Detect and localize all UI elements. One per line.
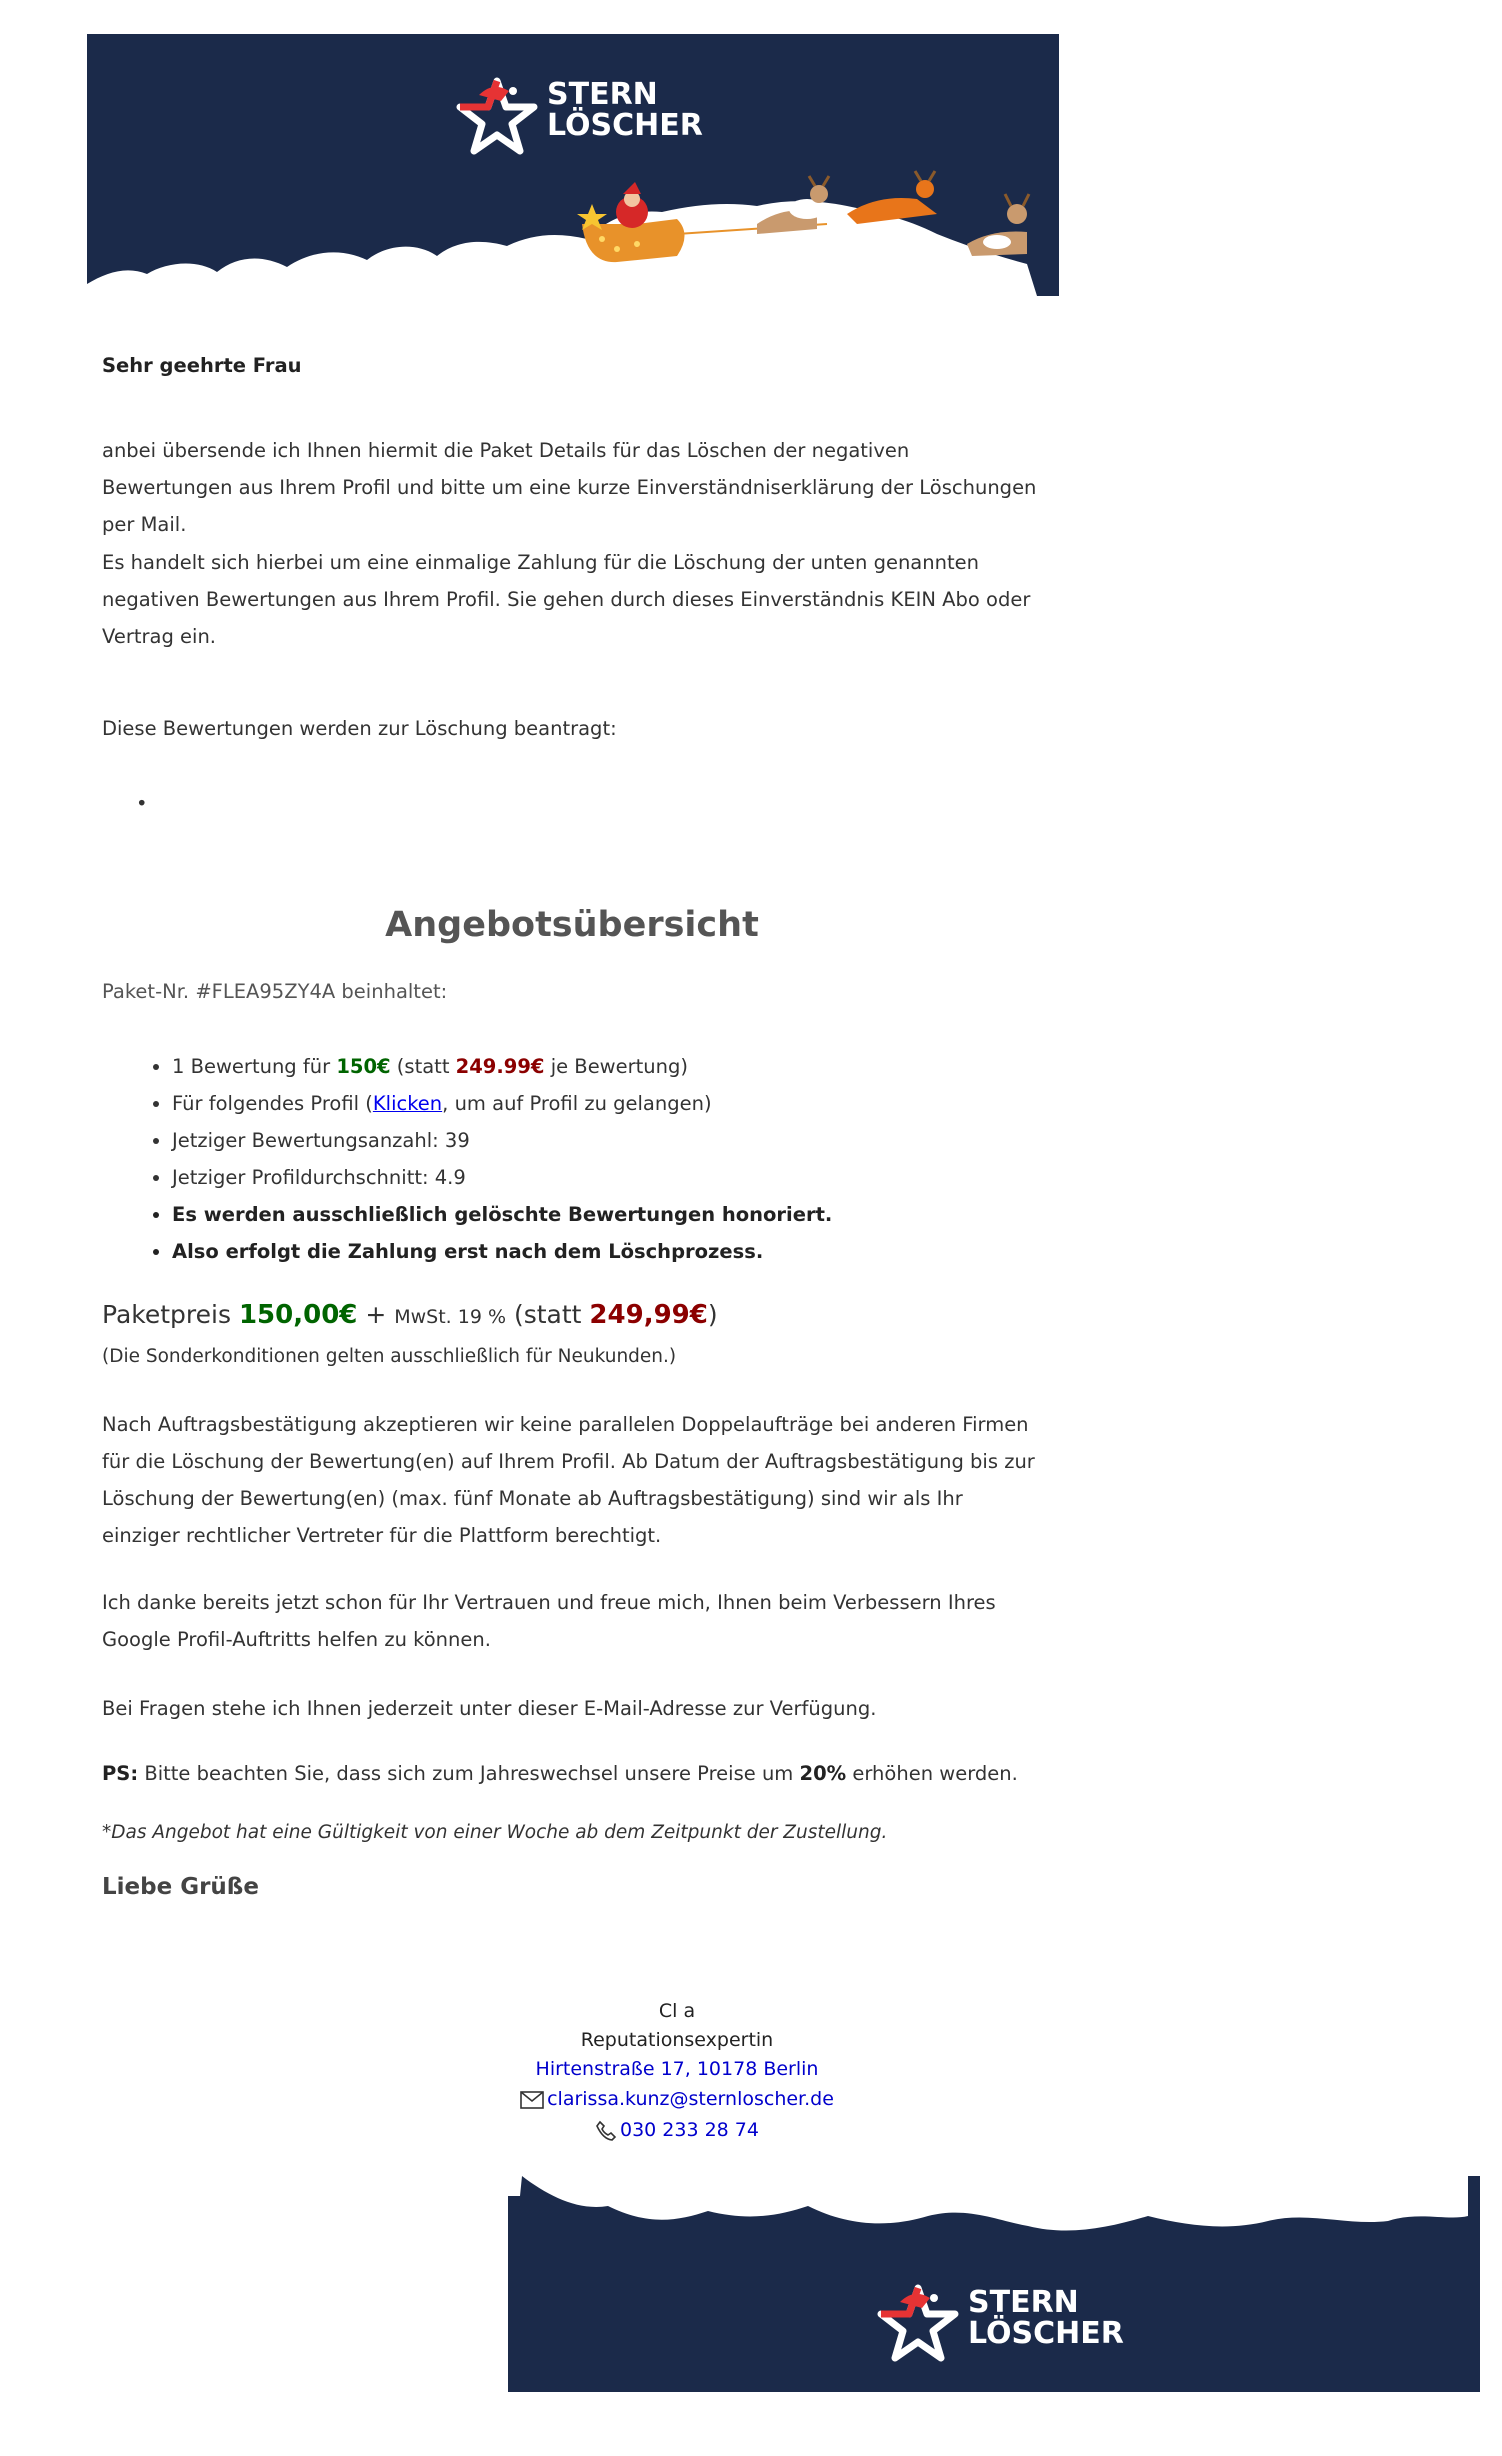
header-banner-art — [87, 34, 1059, 307]
signature-email — [482, 2088, 872, 2110]
exclusivity-paragraph: Nach Auftragsbestätigung akzeptieren wir keine parallelen Doppelaufträge bei anderen Firmen für die Löschung der Bewertung(en) auf Ihrem Profil. Ab Datum der Auftragsbestätigung bis zur Löschung der Bewertung(en) (max. fünf Monate ab Auftragsbestätigung) sind wir als Ihr einziger rechtlicher Vertreter für die Plattform berechtigt. — [102, 1413, 1035, 1547]
offer-details-list — [102, 1048, 832, 1270]
package-price: Paketpreis 150,00€ + MwSt. 19 % (statt 249,99€) — [102, 1300, 718, 1330]
intro-paragraph: anbei übersende ich Ihnen hiermit die Paket Details für das Löschen der negativen Bewertungen aus Ihrem Profil und bitte um eine kurze Einverständniserklärung der Löschungen per Mail. — [102, 439, 1037, 536]
price-note: (Die Sonderkonditionen gelten ausschließlich für Neukunden.) — [102, 1346, 677, 1367]
footer-banner-art — [508, 2166, 1480, 2392]
regards: Liebe Grüße — [102, 1874, 259, 1900]
reviews-intro: Diese Bewertungen werden zur Löschung beantragt: — [102, 717, 617, 740]
signature-phone — [482, 2119, 872, 2142]
offer-price: 150€ — [336, 1055, 391, 1078]
old-price: 249.99€ — [455, 1055, 545, 1078]
envelope-icon — [520, 2091, 544, 2109]
package-price-value: 150,00€ — [238, 1300, 358, 1330]
header-logo-line2: LÖSCHER — [547, 108, 703, 143]
thanks-paragraph: Ich danke bereits jetzt schon für Ihr Vertrauen und freue mich, Ihnen beim Verbessern Ihres Google Profil-Auftritts helfen zu können. — [102, 1591, 996, 1651]
footer-logo-line1: STERN — [968, 2285, 1079, 2320]
footer-logo-line2: LÖSCHER — [968, 2316, 1124, 2351]
signature-name: Cl a — [658, 2000, 696, 2022]
validity-note: *Das Angebot hat eine Gültigkeit von einer Woche ab dem Zeitpunkt der Zustellung. — [102, 1822, 888, 1843]
list-item: • Also erfolgt die Zahlung erst nach dem Löschprozess. — [172, 1233, 832, 1270]
questions-paragraph: Bei Fragen stehe ich Ihnen jederzeit unter dieser E-Mail-Adresse zur Verfügung. — [102, 1697, 877, 1720]
header-logo-line1: STERN — [547, 77, 658, 112]
signature-role: Reputationsexpertin — [580, 2029, 774, 2051]
list-item: • Für folgendes Profil (Klicken, um auf Profil zu gelangen) — [172, 1085, 832, 1122]
tax-label: MwSt. 19 % — [394, 1306, 507, 1328]
email-link[interactable]: clarissa.kunz@sternloscher.de — [547, 2088, 834, 2110]
package-old-price: 249,99€ — [589, 1300, 708, 1330]
signature-address[interactable]: Hirtenstraße 17, 10178 Berlin — [535, 2058, 819, 2080]
phone-icon — [595, 2120, 617, 2142]
greeting: Sehr geehrte Frau — [102, 354, 302, 377]
list-item: • Jetziger Profildurchschnitt: 4.9 — [172, 1159, 832, 1196]
ps-paragraph: PS: Bitte beachten Sie, dass sich zum Jahreswechsel unsere Preise um 20% erhöhen werden. — [102, 1762, 1018, 1785]
list-item: • 1 Bewertung für 150€ (statt 249.99€ je Bewertung) — [172, 1048, 832, 1085]
package-number: Paket-Nr. #FLEA95ZY4A beinhaltet: — [102, 980, 448, 1003]
header-banner — [87, 34, 1059, 307]
payment-paragraph: Es handelt sich hierbei um eine einmalige Zahlung für die Löschung der unten genannten negativen Bewertungen aus Ihrem Profil. Sie gehen durch dieses Einverständnis KEIN Abo oder Vertrag ein. — [102, 551, 1031, 648]
footer-banner — [508, 2166, 1480, 2392]
phone-link[interactable]: 030 233 28 74 — [619, 2119, 759, 2141]
profile-link[interactable]: Klicken — [372, 1092, 443, 1115]
reviews-list-bullet: • — [136, 792, 148, 815]
list-item: • Es werden ausschließlich gelöschte Bewertungen honoriert. — [172, 1196, 832, 1233]
list-item: • Jetziger Bewertungsanzahl: 39 — [172, 1122, 832, 1159]
offer-title: Angebotsübersicht — [385, 905, 759, 945]
